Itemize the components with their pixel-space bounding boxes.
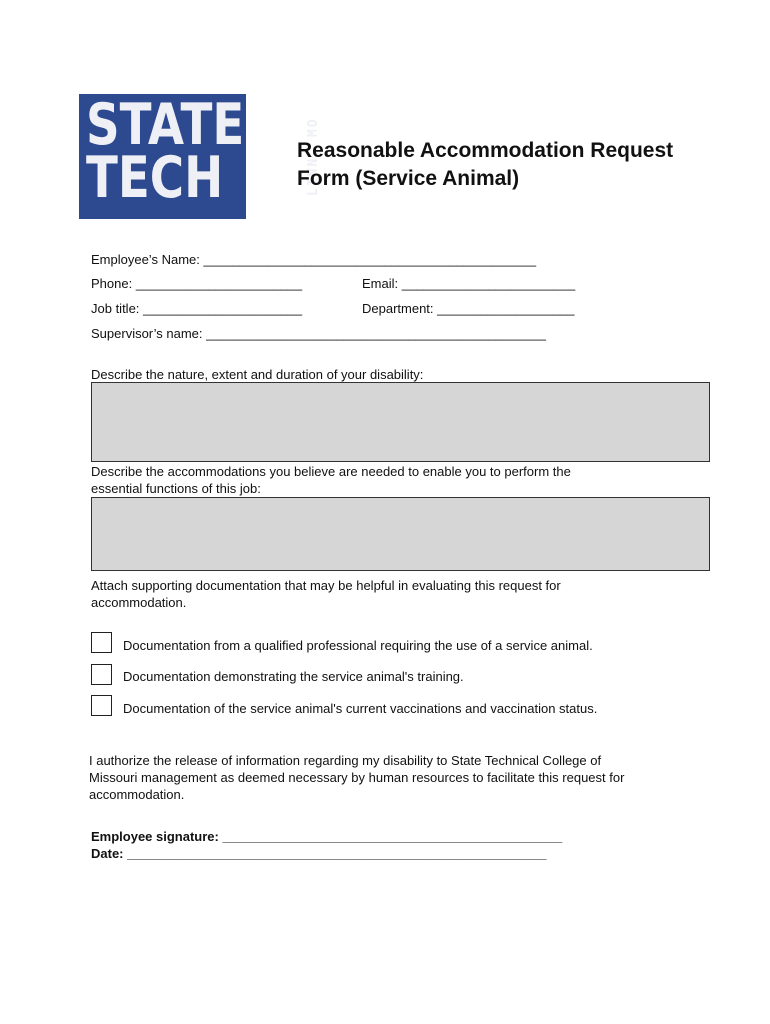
phone-field[interactable]: Phone: _______________________ — [91, 276, 303, 291]
accommodations-label — [91, 463, 571, 497]
form-title-line1: Reasonable Accommodation Request — [297, 139, 674, 162]
authorization-line3: accommodation. — [89, 787, 185, 802]
email-field[interactable]: Email: ________________________ — [362, 276, 576, 291]
logo-location: LINN, MO — [306, 117, 321, 197]
authorization-statement — [89, 752, 624, 803]
department-field[interactable]: Department: ___________________ — [362, 301, 575, 316]
form-title-line2: Form (Service Animal) — [297, 167, 520, 190]
employee-name-field[interactable]: Employee’s Name: ______________________________________________ — [91, 252, 537, 267]
checkbox-training-documentation-label: Documentation demonstrating the service animal's training. — [123, 669, 464, 684]
job-title-field[interactable]: Job title: ______________________ — [91, 301, 303, 316]
accommodations-input[interactable] — [91, 497, 710, 571]
disability-description-label: Describe the nature, extent and duration of your disability: — [91, 367, 424, 382]
date-field[interactable]: Date: __________________________________________________________ — [91, 846, 547, 861]
authorization-line2: Missouri management as deemed necessary by human resources to facilitate this request for — [89, 770, 625, 785]
checkbox-training-documentation[interactable] — [91, 664, 112, 685]
checkbox-vaccination-documentation[interactable] — [91, 695, 112, 716]
accommodations-label-line2: essential functions of this job: — [91, 481, 261, 496]
state-tech-logo — [79, 92, 321, 219]
disability-description-input[interactable] — [91, 382, 710, 462]
logo-word-state: STATE — [86, 92, 245, 158]
attach-docs-line1: Attach supporting documentation that may be helpful in evaluating this request for — [91, 578, 561, 593]
authorization-line1: I authorize the release of information regarding my disability to State Technical College of — [89, 753, 602, 768]
attach-docs-text — [91, 577, 561, 611]
supervisor-name-field[interactable]: Supervisor’s name: _______________________________________________ — [91, 326, 546, 341]
checkbox-professional-documentation[interactable] — [91, 632, 112, 653]
accommodations-label-line1: Describe the accommodations you believe are needed to enable you to perform the — [91, 464, 571, 479]
checkbox-vaccination-documentation-label: Documentation of the service animal's current vaccinations and vaccination status. — [123, 701, 598, 716]
attach-docs-line2: accommodation. — [91, 595, 187, 610]
logo-word-tech: TECH — [86, 145, 224, 211]
form-title — [297, 137, 673, 193]
employee-signature-field[interactable]: Employee signature: _______________________________________________ — [91, 829, 563, 844]
checkbox-professional-documentation-label: Documentation from a qualified professional requiring the use of a service animal. — [123, 638, 593, 653]
